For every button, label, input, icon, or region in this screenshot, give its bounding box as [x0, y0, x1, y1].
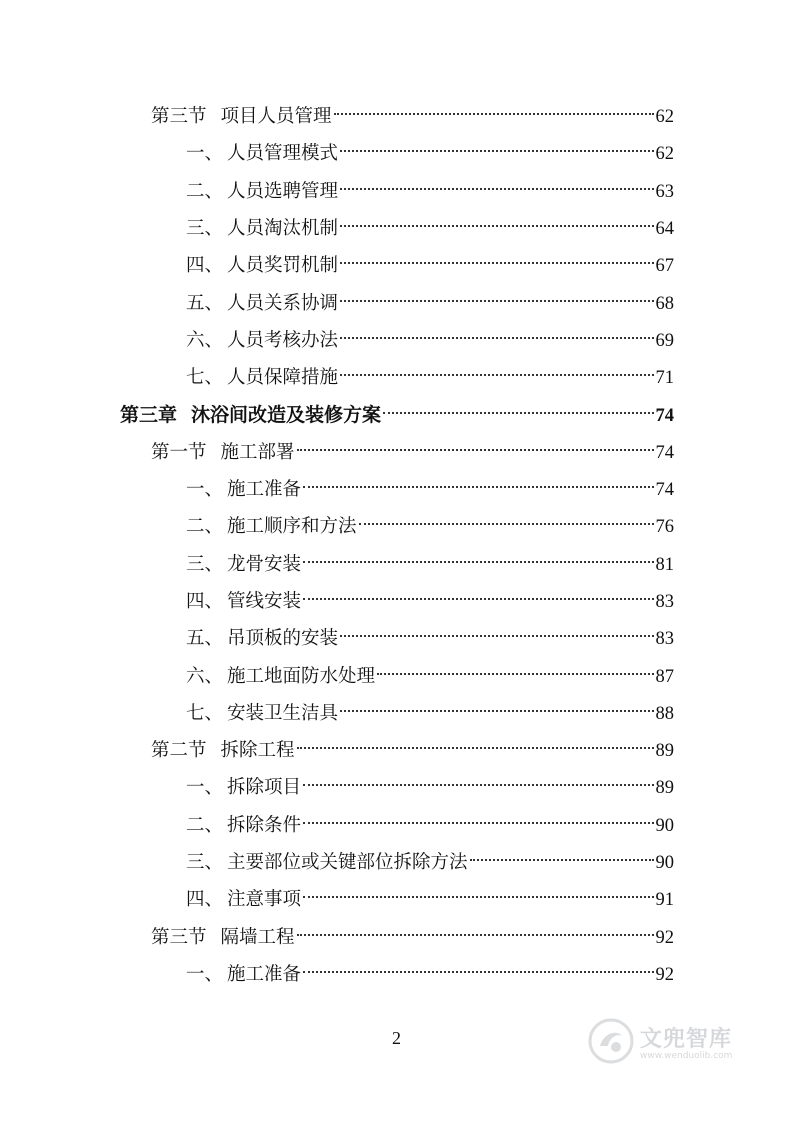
toc-leader-dots — [340, 337, 653, 339]
toc-entry-label — [186, 324, 338, 358]
toc-entry-label — [186, 137, 338, 171]
toc-entry-page: 74 — [655, 406, 674, 427]
toc-entry-prefix: 三、 — [186, 852, 224, 873]
toc-entry-title: 施工顺序和方法 — [227, 516, 357, 538]
toc-entry-prefix: 第三节 — [151, 106, 207, 127]
toc-entry-label — [186, 958, 301, 992]
toc-entry[interactable] — [186, 548, 674, 582]
toc-entry-prefix: 七、 — [186, 702, 224, 724]
toc-leader-dots — [340, 262, 653, 264]
wenduo-logo-icon — [588, 1018, 634, 1064]
toc-leader-dots — [340, 635, 653, 637]
toc-entry-title: 注意事项 — [227, 889, 302, 911]
toc-entry-title: 吊顶板的安装 — [227, 628, 339, 650]
toc-entry-page: 88 — [655, 703, 674, 724]
toc-leader-dots — [303, 784, 653, 786]
toc-entry-prefix: 一、 — [186, 479, 224, 500]
toc-entry-prefix: 一、 — [186, 963, 224, 985]
toc-entry-label — [186, 622, 338, 656]
toc-leader-dots — [303, 598, 653, 600]
toc-entry-prefix: 二、 — [186, 516, 224, 538]
toc-entry-title: 沐浴间改造及装修方案 — [191, 404, 382, 427]
toc-entry-prefix: 四、 — [186, 590, 224, 612]
toc-entry-label — [186, 249, 338, 283]
toc-leader-dots — [334, 113, 654, 115]
toc-entry-title: 人员淘汰机制 — [227, 217, 339, 239]
toc-leader-dots — [303, 896, 653, 898]
toc-entry[interactable] — [186, 883, 674, 917]
toc-entry-label — [186, 287, 338, 321]
toc-entry-label — [151, 436, 295, 470]
toc-entry[interactable] — [186, 585, 674, 619]
toc-entry[interactable] — [186, 660, 674, 694]
toc-entry-prefix: 第三章 — [120, 404, 178, 427]
toc-entry-title: 人员考核办法 — [227, 329, 339, 351]
toc-entry[interactable] — [186, 697, 674, 731]
toc-entry-title: 项目人员管理 — [220, 106, 332, 127]
toc-entry-title: 施工准备 — [227, 963, 302, 985]
toc-entry-page: 74 — [655, 480, 674, 500]
toc-entry-prefix: 二、 — [186, 814, 224, 836]
toc-entry[interactable] — [151, 921, 674, 955]
toc-leader-dots — [303, 971, 653, 973]
toc-entry-label — [186, 883, 301, 917]
watermark-url: www.wenduolib.com — [640, 1050, 733, 1061]
toc-entry-title: 人员关系协调 — [227, 292, 339, 314]
toc-entry-label — [186, 212, 338, 246]
toc-leader-dots — [359, 523, 654, 525]
toc-entry-page: 67 — [655, 256, 674, 277]
toc-entry-title: 龙骨安装 — [227, 553, 302, 575]
toc-entry-page: 83 — [655, 629, 674, 650]
toc-entry-label — [186, 473, 301, 507]
toc-entry-page: 90 — [655, 815, 674, 836]
toc-leader-dots — [340, 374, 653, 376]
toc-entry-title: 人员管理模式 — [227, 143, 339, 165]
toc-entry-prefix: 五、 — [186, 628, 224, 650]
toc-entry-label — [186, 585, 301, 619]
toc-entry-label — [186, 846, 468, 880]
toc-entry-page: 71 — [655, 368, 674, 389]
toc-entry-title: 隔墙工程 — [220, 926, 295, 948]
toc-entry[interactable] — [151, 436, 674, 470]
toc-entry-label — [186, 771, 301, 805]
toc-entry[interactable] — [186, 249, 674, 283]
toc-entry-label — [151, 921, 295, 955]
toc-entry-page: 63 — [655, 181, 674, 202]
toc-entry-title: 管线安装 — [227, 590, 302, 612]
toc-leader-dots — [303, 561, 653, 563]
toc-entry[interactable] — [186, 846, 674, 880]
toc-entry-title: 拆除项目 — [227, 777, 302, 799]
toc-entry[interactable] — [186, 175, 674, 209]
page-number: 2 — [392, 1028, 401, 1048]
toc-entry-page: 92 — [655, 964, 674, 985]
toc-entry-label — [151, 734, 295, 768]
toc-entry-title: 施工地面防水处理 — [227, 665, 376, 687]
toc-entry[interactable] — [186, 622, 674, 656]
toc-entry-label — [186, 809, 301, 843]
toc-leader-dots — [340, 300, 653, 302]
toc-entry-label — [186, 660, 375, 694]
toc-entry-title: 主要部位或关键部位拆除方法 — [227, 852, 468, 873]
toc-leader-dots — [340, 225, 653, 227]
toc-entry-label — [151, 100, 332, 134]
toc-entry-page: 81 — [655, 554, 674, 575]
toc-entry-page: 64 — [655, 218, 674, 239]
toc-entry-label — [186, 361, 338, 395]
toc-entry-page: 87 — [655, 666, 674, 687]
toc-entry-label — [186, 510, 357, 544]
toc-entry-prefix: 三、 — [186, 553, 224, 575]
toc-leader-dots — [340, 150, 653, 152]
toc-entry-title: 人员保障措施 — [227, 367, 339, 389]
toc-entry-prefix: 二、 — [186, 180, 224, 202]
toc-entry-page: 83 — [655, 591, 674, 612]
toc-entry-prefix: 第二节 — [151, 740, 207, 762]
toc-entry[interactable] — [151, 734, 674, 768]
toc-entry-prefix: 第三节 — [151, 926, 207, 948]
toc-entry-title: 人员选聘管理 — [227, 180, 339, 202]
toc-entry-page: 90 — [655, 853, 674, 873]
toc-entry-title: 拆除工程 — [220, 740, 295, 762]
toc-leader-dots — [340, 710, 653, 712]
toc-entry-page: 69 — [655, 330, 674, 351]
toc-entry[interactable] — [186, 324, 674, 358]
toc-entry[interactable] — [120, 398, 674, 432]
toc-entry[interactable] — [186, 958, 674, 992]
toc-leader-dots — [383, 412, 653, 414]
toc-entry-page: 92 — [655, 927, 674, 948]
toc-entry-title: 安装卫生洁具 — [227, 702, 339, 724]
toc-entry[interactable] — [186, 473, 674, 507]
toc-entry-label — [186, 697, 338, 731]
toc-leader-dots — [303, 822, 653, 824]
toc-entry-page: 76 — [655, 517, 674, 538]
toc-entry-label — [120, 398, 381, 432]
toc-entry-page: 68 — [655, 293, 674, 314]
toc-entry-page: 62 — [655, 144, 674, 165]
toc-leader-dots — [297, 934, 654, 936]
toc-entry-title: 施工准备 — [227, 479, 302, 500]
toc-leader-dots — [377, 673, 653, 675]
toc-entry-title: 施工部署 — [220, 441, 295, 463]
toc-entry-label — [186, 175, 338, 209]
toc-entry-prefix: 六、 — [186, 665, 224, 687]
toc-entry[interactable] — [186, 137, 674, 171]
toc-entry-page: 91 — [655, 890, 674, 911]
toc-entry[interactable] — [186, 510, 674, 544]
toc-entry-title: 人员奖罚机制 — [227, 255, 339, 277]
watermark-title: 文兜智库 — [640, 1026, 733, 1052]
toc-entry[interactable] — [151, 100, 674, 134]
toc-entry-prefix: 三、 — [186, 217, 224, 239]
toc-leader-dots — [303, 486, 653, 488]
toc-entry[interactable] — [186, 287, 674, 321]
toc-entry-label — [186, 548, 301, 582]
toc-entry-prefix: 一、 — [186, 777, 224, 799]
toc-entry[interactable] — [186, 361, 674, 395]
toc-entry-prefix: 第一节 — [151, 441, 207, 463]
toc-entry-prefix: 五、 — [186, 292, 224, 314]
toc-entry-title: 拆除条件 — [227, 814, 302, 836]
toc-leader-dots — [297, 449, 654, 451]
toc-leader-dots — [470, 859, 654, 861]
toc-entry-page: 62 — [655, 107, 674, 127]
toc-entry[interactable] — [186, 809, 674, 843]
toc-entry[interactable] — [186, 212, 674, 246]
watermark — [588, 1018, 732, 1064]
toc-entry-page: 89 — [655, 741, 674, 762]
toc-entry-page: 89 — [655, 778, 674, 799]
toc-entry-prefix: 六、 — [186, 329, 224, 351]
toc-leader-dots — [340, 188, 653, 190]
toc-entry-prefix: 四、 — [186, 889, 224, 911]
toc-entry[interactable] — [186, 771, 674, 805]
toc-entry-prefix: 七、 — [186, 367, 224, 389]
toc-entry-page: 74 — [655, 442, 674, 463]
toc-leader-dots — [297, 747, 654, 749]
toc-entry-prefix: 四、 — [186, 255, 224, 277]
toc-entry-prefix: 一、 — [186, 143, 224, 165]
